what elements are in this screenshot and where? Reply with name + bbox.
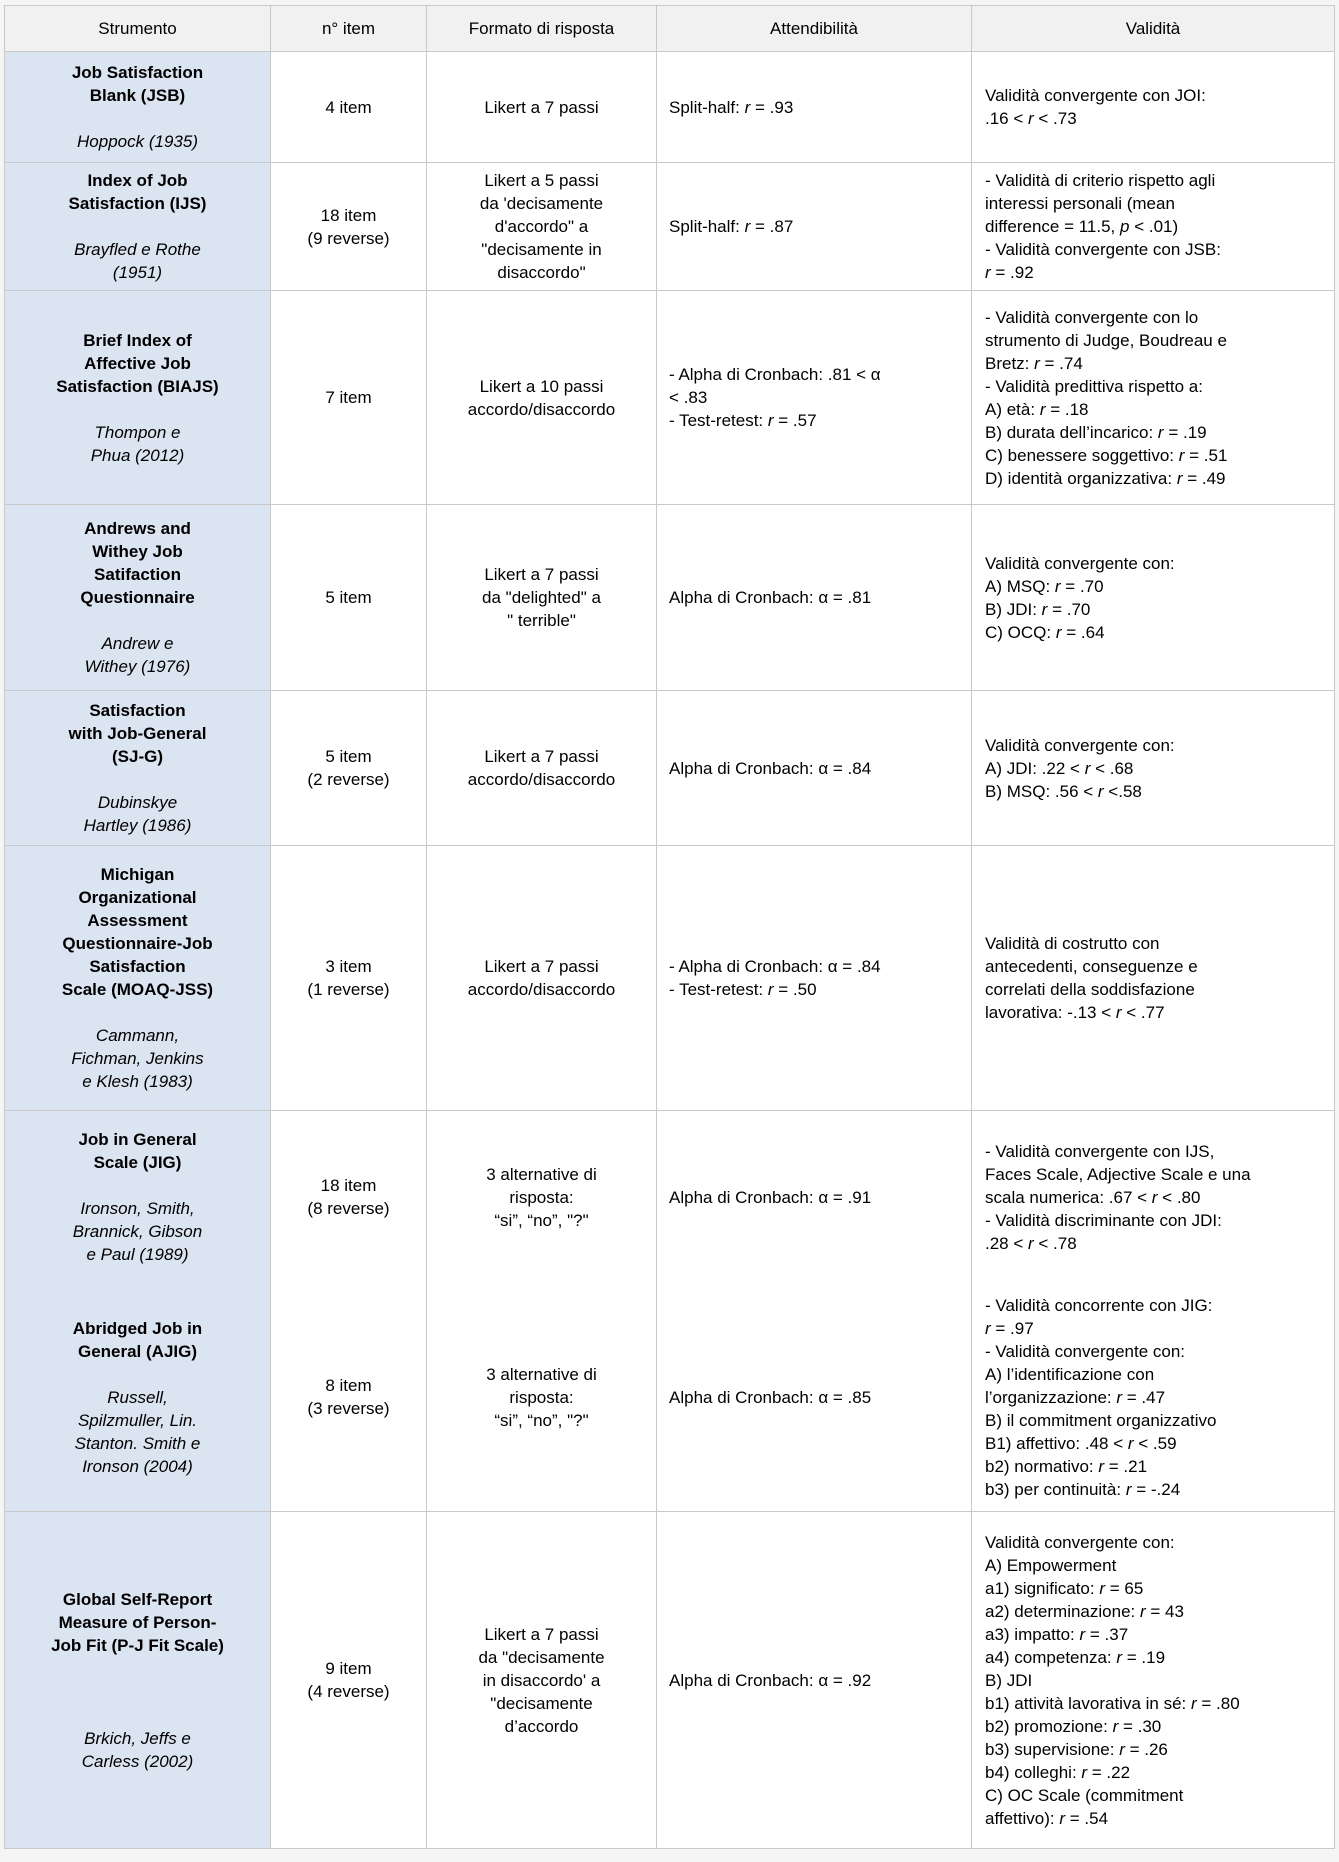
text-line: - Validità convergente con lo <box>985 307 1199 327</box>
n-item-cell: 7 item <box>271 291 427 505</box>
n-item-cell: 8 item (3 reverse) <box>271 1284 427 1512</box>
text-line: B) il commitment organizzativo <box>985 1410 1217 1430</box>
text-line: Faces Scale, Adjective Scale e una <box>985 1164 1251 1184</box>
text-line: b3) per continuità: r = -.24 <box>985 1479 1181 1499</box>
text-line: Validità convergente con: <box>985 1532 1175 1552</box>
table-row-ijs <box>5 163 1335 291</box>
text-line: scala numerica: .67 < r < .80 <box>985 1187 1201 1207</box>
formato-cell: 3 alternative di risposta: “si”, “no”, "?" <box>427 1111 657 1284</box>
table-row-jig <box>5 1111 1335 1284</box>
validita-cell <box>972 163 1335 291</box>
text-line: D) identità organizzativa: r = .49 <box>985 468 1226 488</box>
spacer <box>13 1363 262 1386</box>
table-row-sjg <box>5 691 1335 846</box>
text-line: lavorativa: -.13 < r < .77 <box>985 1003 1165 1022</box>
text-line: B) MSQ: .56 < r <.58 <box>985 781 1142 801</box>
spacer <box>13 398 262 421</box>
text-line: Split-half: r = .93 <box>669 97 794 117</box>
text-line: A) l’identificazione con <box>985 1364 1155 1384</box>
text-line: - Alpha di Cronbach: .81 < α <box>669 365 881 384</box>
tool-name: Global Self-Report Measure of Person- Job Fit (P-J Fit Scale) <box>51 1589 224 1655</box>
table-header <box>5 6 1335 52</box>
tool-authors: Hoppock (1935) <box>77 132 198 151</box>
text-line: - Validità discriminante con JDI: <box>985 1210 1222 1230</box>
text-line: C) benessere soggettivo: r = .51 <box>985 445 1228 465</box>
strumento-cell <box>5 1111 271 1284</box>
text-line: C) OCQ: r = .64 <box>985 622 1105 642</box>
text-line: b1) attività lavorativa in sé: r = .80 <box>985 1693 1240 1713</box>
header-n-item: n° item <box>271 6 427 52</box>
text-line: .16 < r < .73 <box>985 109 1077 128</box>
tool-authors: Brkich, Jeffs e Carless (2002) <box>81 1728 194 1771</box>
header-row <box>5 6 1335 52</box>
text-line: - Validità predittiva rispetto a: <box>985 376 1203 396</box>
tool-authors: Russell, Spilzmuller, Lin. Stanton. Smith e Ironson (2004) <box>74 1387 201 1476</box>
strumento-cell <box>5 163 271 291</box>
text-line: - Test-retest: r = .57 <box>669 411 817 430</box>
text-line: A) Empowerment <box>985 1555 1117 1575</box>
tool-name: Job in General Scale (JIG) <box>78 1130 197 1173</box>
table-row-moaq-jss <box>5 846 1335 1111</box>
text-line: - Validità convergente con: <box>985 1341 1186 1361</box>
text-line: .28 < r < .78 <box>985 1233 1077 1253</box>
table-body <box>5 52 1335 1849</box>
header-formato: Formato di risposta <box>427 6 657 52</box>
strumento-cell <box>5 846 271 1111</box>
text-line: Alpha di Cronbach: α = .81 <box>669 588 872 607</box>
formato-cell: Likert a 7 passi accordo/disaccordo <box>427 691 657 846</box>
strumento-cell <box>5 52 271 163</box>
text-line: correlati della soddisfazione <box>985 980 1195 999</box>
table-row-biajs <box>5 291 1335 505</box>
instruments-table <box>4 5 1335 1849</box>
text-line: Validità convergente con JOI: <box>985 86 1206 105</box>
n-item-cell: 18 item (8 reverse) <box>271 1111 427 1284</box>
n-item-cell: 5 item <box>271 505 427 691</box>
attendibilita-cell <box>657 1111 972 1284</box>
spacer <box>13 1174 262 1197</box>
text-line: Split-half: r = .87 <box>669 217 794 236</box>
text-line: B) JDI: r = .70 <box>985 599 1091 619</box>
text-line: - Validità convergente con JSB: <box>985 240 1221 259</box>
text-line: Alpha di Cronbach: α = .92 <box>669 1670 872 1690</box>
text-line: Alpha di Cronbach: α = .85 <box>669 1387 872 1407</box>
text-line: B1) affettivo: .48 < r < .59 <box>985 1433 1177 1453</box>
spacer <box>13 107 262 130</box>
header-strumento: Strumento <box>5 6 271 52</box>
text-line: strumento di Judge, Boudreau e <box>985 330 1227 350</box>
header-validita: Validità <box>972 6 1335 52</box>
text-line: - Validità di criterio rispetto agli <box>985 171 1216 190</box>
tool-authors: Cammann, Fichman, Jenkins e Klesh (1983) <box>71 1026 204 1091</box>
text-line: a2) determinazione: r = 43 <box>985 1601 1184 1621</box>
formato-cell: Likert a 7 passi accordo/disaccordo <box>427 846 657 1111</box>
validita-cell <box>972 291 1335 505</box>
strumento-cell <box>5 1512 271 1849</box>
tool-authors: Thompon e Phua (2012) <box>90 422 185 465</box>
tool-name: Index of Job Satisfaction (IJS) <box>68 171 207 213</box>
table-row-ajig <box>5 1284 1335 1512</box>
spacer <box>13 768 262 791</box>
formato-cell: Likert a 7 passi <box>427 52 657 163</box>
n-item-cell: 18 item (9 reverse) <box>271 163 427 291</box>
table-row-andrews-withey <box>5 505 1335 691</box>
strumento-cell <box>5 291 271 505</box>
text-line: Validità convergente con: <box>985 553 1175 573</box>
attendibilita-cell <box>657 1284 972 1512</box>
validita-cell <box>972 1284 1335 1512</box>
n-item-cell: 9 item (4 reverse) <box>271 1512 427 1849</box>
tool-name: Andrews and Withey Job Satifaction Questionnaire <box>80 519 195 607</box>
text-line: A) MSQ: r = .70 <box>985 576 1104 596</box>
strumento-cell <box>5 1284 271 1512</box>
text-line: antecedenti, conseguenze e <box>985 957 1198 976</box>
strumento-cell <box>5 505 271 691</box>
text-line: - Validità concorrente con JIG: <box>985 1295 1213 1315</box>
validita-cell <box>972 846 1335 1111</box>
validita-cell <box>972 505 1335 691</box>
text-line: - Test-retest: r = .50 <box>669 980 817 999</box>
n-item-cell: 5 item (2 reverse) <box>271 691 427 846</box>
tool-name: Satisfaction with Job-General (SJ-G) <box>68 701 207 766</box>
formato-cell: Likert a 10 passi accordo/disaccordo <box>427 291 657 505</box>
table-row-jsb <box>5 52 1335 163</box>
text-line: b4) colleghi: r = .22 <box>985 1762 1131 1782</box>
text-line: - Validità convergente con IJS, <box>985 1141 1215 1161</box>
tool-name: Job Satisfaction Blank (JSB) <box>71 63 204 105</box>
attendibilita-cell <box>657 505 972 691</box>
formato-cell: 3 alternative di risposta: “si”, “no”, "?" <box>427 1284 657 1512</box>
text-line: r = .92 <box>985 263 1034 282</box>
text-line: C) OC Scale (commitment <box>985 1785 1184 1805</box>
tool-name: Abridged Job in General (AJIG) <box>72 1318 203 1361</box>
tool-name: Michigan Organizational Assessment Questionnaire-Job Satisfaction Scale (MOAQ-JSS) <box>61 865 214 999</box>
tool-authors: Dubinskye Hartley (1986) <box>83 793 192 835</box>
text-line: < .83 <box>669 388 708 407</box>
spacer <box>13 1001 262 1024</box>
tool-authors: Andrew e Withey (1976) <box>84 634 191 676</box>
text-line: difference = 11.5, p < .01) <box>985 217 1179 236</box>
tool-name: Brief Index of Affective Job Satisfaction (BIAJS) <box>56 330 219 396</box>
attendibilita-cell <box>657 846 972 1111</box>
text-line: b2) promozione: r = .30 <box>985 1716 1162 1736</box>
text-line: Validità convergente con: <box>985 735 1175 755</box>
attendibilita-cell <box>657 52 972 163</box>
text-line: affettivo): r = .54 <box>985 1808 1109 1828</box>
table-row-pj-fit <box>5 1512 1335 1849</box>
strumento-cell <box>5 691 271 846</box>
text-line: B) durata dell’incarico: r = .19 <box>985 422 1207 442</box>
validita-cell <box>972 691 1335 846</box>
attendibilita-cell <box>657 291 972 505</box>
header-attendibilita: Attendibilità <box>657 6 972 52</box>
text-line: A) età: r = .18 <box>985 399 1089 419</box>
text-line: a3) impatto: r = .37 <box>985 1624 1129 1644</box>
text-line: A) JDI: .22 < r < .68 <box>985 758 1134 778</box>
tool-authors: Ironson, Smith, Brannick, Gibson e Paul (1989) <box>72 1199 203 1265</box>
text-line: l’organizzazione: r = .47 <box>985 1387 1166 1407</box>
text-line: Alpha di Cronbach: α = .84 <box>669 758 872 778</box>
n-item-cell: 3 item (1 reverse) <box>271 846 427 1111</box>
text-line: B) JDI <box>985 1670 1033 1690</box>
formato-cell: Likert a 5 passi da 'decisamente d'accordo" a "decisamente in disaccordo" <box>427 163 657 291</box>
text-line: Alpha di Cronbach: α = .91 <box>669 1187 872 1207</box>
text-line: b3) supervisione: r = .26 <box>985 1739 1168 1759</box>
attendibilita-cell <box>657 1512 972 1849</box>
spacer <box>13 1657 262 1727</box>
validita-cell <box>972 52 1335 163</box>
text-line: r = .97 <box>985 1318 1034 1338</box>
text-line: a4) competenza: r = .19 <box>985 1647 1166 1667</box>
validita-cell <box>972 1512 1335 1849</box>
text-line: interessi personali (mean <box>985 194 1175 213</box>
validita-cell <box>972 1111 1335 1284</box>
text-line: Validità di costrutto con <box>985 934 1160 953</box>
tool-authors: Brayfled e Rothe (1951) <box>74 240 201 282</box>
text-line: a1) significato: r = 65 <box>985 1578 1144 1598</box>
attendibilita-cell <box>657 691 972 846</box>
text-line: b2) normativo: r = .21 <box>985 1456 1148 1476</box>
formato-cell: Likert a 7 passi da "delighted" a " terrible" <box>427 505 657 691</box>
text-line: Bretz: r = .74 <box>985 353 1083 373</box>
n-item-cell: 4 item <box>271 52 427 163</box>
attendibilita-cell <box>657 163 972 291</box>
text-line: - Alpha di Cronbach: α = .84 <box>669 957 881 976</box>
spacer <box>13 215 262 238</box>
formato-cell: Likert a 7 passi da "decisamente in disaccordo' a "decisamente d’accordo <box>427 1512 657 1849</box>
spacer <box>13 609 262 632</box>
